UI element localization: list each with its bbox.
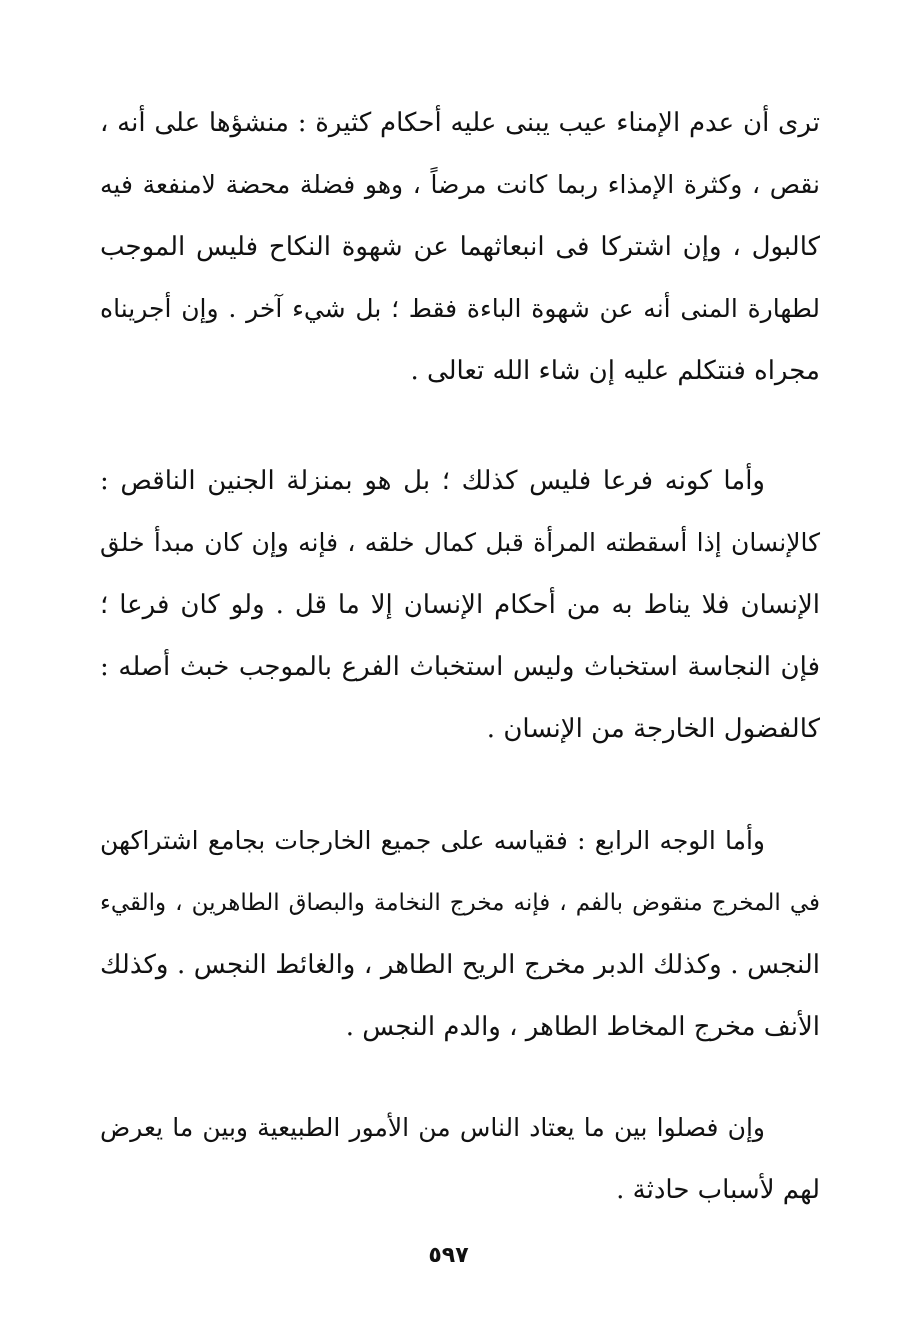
text-line: في المخرج منقوض بالفم ، فإنه مخرج النخامة والبصاق الطاهرين ، والقيء — [100, 890, 820, 916]
text-line: لهم لأسباب حادثة . — [616, 1175, 820, 1205]
text-line: وإن فصلوا بين ما يعتاد الناس من الأمور الطبيعية وبين ما يعرض — [100, 1113, 765, 1142]
paragraph-1 — [100, 92, 820, 402]
paragraph-2 — [100, 450, 820, 760]
paragraph-4 — [100, 1097, 820, 1221]
text-line: النجس . وكذلك الدبر مخرج الريح الطاهر ، والغائط النجس . وكذلك — [100, 950, 820, 980]
text-line: كالإنسان إذا أسقطته المرأة قبل كمال خلقه ، فإنه وإن كان مبدأ خلق — [100, 528, 820, 557]
text-line: كالفضول الخارجة من الإنسان . — [486, 714, 820, 744]
page-number: ٥٩٧ — [428, 1243, 469, 1268]
text-line: وأما كونه فرعا فليس كذلك ؛ بل هو بمنزلة الجنين الناقص : — [100, 466, 765, 496]
text-line: ترى أن عدم الإمناء عيب يبنى عليه أحكام كثيرة : منشؤها على أنه ، — [100, 108, 820, 138]
text-line: الأنف مخرج المخاط الطاهر ، والدم النجس . — [345, 1012, 820, 1042]
text-line: نقص ، وكثرة الإمذاء ربما كانت مرضاً ، وهو فضلة محضة لامنفعة فيه — [100, 170, 820, 199]
text-line: فإن النجاسة استخباث وليس استخباث الفرع بالموجب خبث أصله : — [100, 652, 820, 682]
paragraph-3 — [100, 810, 820, 1058]
text-line: لطهارة المنى أنه عن شهوة الباءة فقط ؛ بل شيء آخر . وإن أجريناه — [100, 294, 820, 323]
text-line: كالبول ، وإن اشتركا فى انبعاثهما عن شهوة النكاح فليس الموجب — [100, 232, 820, 262]
text-line: مجراه فنتكلم عليه إن شاء الله تعالى . — [410, 356, 820, 386]
text-line: وأما الوجه الرابع : فقياسه على جميع الخارجات بجامع اشتراكهن — [100, 826, 765, 855]
text-line: الإنسان فلا يناط به من أحكام الإنسان إلا ما قل . ولو كان فرعا ؛ — [100, 590, 820, 620]
